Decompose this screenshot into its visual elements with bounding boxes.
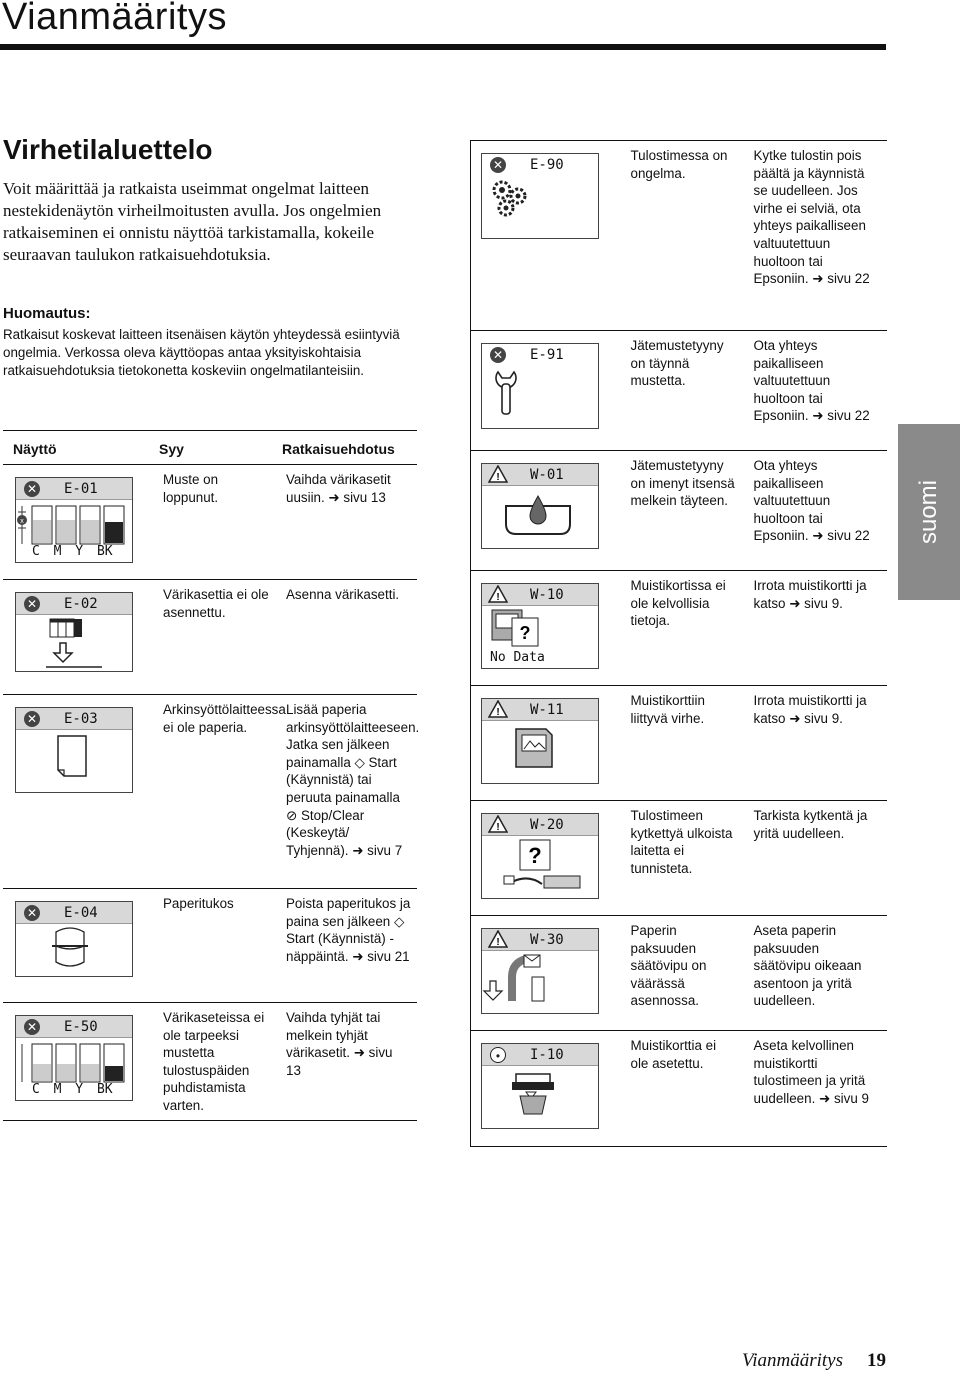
cause-cell: Jätemustetyyny on imenyt itsensä melkein täyteen. — [630, 458, 735, 509]
lcd-display — [15, 477, 133, 563]
page-footer — [742, 1350, 886, 1372]
lcd-display — [481, 153, 599, 239]
table-row — [471, 686, 887, 801]
svg-text:!: ! — [496, 937, 500, 948]
no-data-label: No Data — [490, 650, 545, 666]
error-icon: ✕ — [24, 1019, 40, 1035]
table-row — [471, 141, 887, 331]
svg-text:!: ! — [496, 592, 500, 603]
lcd-display — [481, 463, 599, 549]
solution-cell: Ota yhteys paikalliseen valtuutettuun huoltoon tai Epsoniin. ➜ sivu 22 — [753, 458, 870, 544]
svg-text:?: ? — [519, 623, 531, 643]
table-row — [471, 331, 887, 451]
solution-cell: Aseta paperin paksuuden säätövipu oikeaan asentoon ja yritä uudelleen. — [753, 923, 862, 1009]
error-table-left — [3, 430, 420, 1121]
cause-cell: Muistikorttiin liittyvä virhe. — [630, 693, 705, 726]
page-number: 19 — [867, 1350, 886, 1371]
warning-code: W-20 — [530, 817, 564, 833]
table-row — [471, 801, 887, 916]
svg-text:!: ! — [496, 472, 500, 483]
warning-code: W-30 — [530, 932, 564, 948]
table-header-row — [3, 431, 417, 465]
solution-cell: Irrota muistikortti ja katso ➜ sivu 9. — [753, 693, 867, 726]
header-cause: Syy — [159, 441, 184, 457]
device-unknown-icon — [482, 836, 598, 903]
error-icon: ✕ — [490, 157, 506, 173]
cause-cell: Jätemustetyyny on täynnä mustetta. — [630, 338, 724, 389]
cause-cell: Paperin paksuuden säätövipu on väärässä asennossa. — [630, 923, 707, 1009]
header-display: Näyttö — [13, 441, 57, 457]
table-row — [471, 571, 887, 686]
section-title: Virhetilaluettelo — [3, 134, 213, 165]
solution-cell: Tarkista kytkentä ja yritä uudelleen. — [753, 808, 868, 841]
memory-card-error-icon — [482, 721, 598, 788]
lcd-display — [481, 343, 599, 429]
paper-thickness-lever-icon — [482, 951, 598, 1018]
cause-cell: Muistikorttia ei ole asetettu. — [630, 1038, 717, 1071]
solution-cell: Aseta kelvollinen muistikortti tulostimeen ja yritä uudelleen. ➜ sivu 9 — [753, 1038, 869, 1106]
paper-out-icon — [16, 730, 132, 797]
svg-text:?: ? — [528, 843, 542, 868]
lcd-display — [15, 1015, 133, 1101]
warning-icon — [488, 700, 508, 718]
table-row — [3, 695, 417, 889]
lcd-display — [15, 592, 133, 672]
warning-code: W-10 — [530, 587, 564, 603]
solution-cell: Vaihda värikasetit uusiin. ➜ sivu 13 — [286, 472, 391, 505]
error-code: E-04 — [64, 905, 98, 921]
solution-cell: Asenna värikasetti. — [286, 587, 400, 602]
solution-cell: Vaihda tyhjät tai melkein tyhjät värikasetit. ➜ sivu 13 — [286, 1010, 393, 1078]
title-rule — [0, 44, 886, 50]
error-code: E-02 — [64, 596, 98, 612]
warning-icon — [488, 465, 508, 483]
footer-title: Vianmääritys — [742, 1350, 843, 1371]
info-code: I-10 — [530, 1047, 564, 1063]
header-solution: Ratkaisuehdotus — [282, 441, 395, 457]
lcd-display — [481, 583, 599, 669]
error-icon: ✕ — [24, 481, 40, 497]
error-icon: ✕ — [24, 596, 40, 612]
ink-pad-icon — [482, 486, 598, 553]
cause-cell: Värikasettia ei ole asennettu. — [163, 587, 269, 620]
page-title: Vianmääritys — [2, 0, 227, 38]
error-code: E-91 — [530, 347, 564, 363]
table-row — [471, 451, 887, 571]
error-table-right — [470, 140, 887, 1147]
table-row — [3, 889, 417, 1003]
insert-memory-card-icon — [482, 1066, 598, 1133]
solution-cell: Irrota muistikortti ja katso ➜ sivu 9. — [753, 578, 867, 611]
error-code: E-50 — [64, 1019, 98, 1035]
warning-code: W-11 — [530, 702, 564, 718]
wrench-icon — [482, 366, 598, 433]
svg-text:x: x — [20, 518, 24, 525]
table-row — [471, 916, 887, 1031]
lcd-display — [481, 698, 599, 784]
error-icon: ✕ — [24, 905, 40, 921]
warning-code: W-01 — [530, 467, 564, 483]
cause-cell: Paperitukos — [163, 896, 234, 911]
solution-cell: Kytke tulostin pois päältä ja käynnistä se uudelleen. Jos virhe ei selviä, ota yhteys paikalliseen valtuutettuun huoltoon tai Epsoniin. ➜ sivu 22 — [753, 148, 870, 287]
cartridge-not-installed-icon — [16, 615, 132, 676]
paper-jam-icon — [16, 924, 132, 981]
lcd-display — [481, 928, 599, 1014]
table-row — [3, 580, 417, 695]
cartridge-labels: C M Y BK — [32, 1082, 113, 1098]
lcd-display — [481, 813, 599, 899]
error-icon: ✕ — [490, 347, 506, 363]
intro-paragraph: Voit määrittää ja ratkaista useimmat ongelmat laitteen nestekidenäytön virheilmoitusten avulla. Jos ongelmien ratkaiseminen ei onnistu näyttöä tarkistamalla, kokeile seuraavan taulukon ratkaisuehdotuksia. — [3, 179, 382, 264]
svg-text:!: ! — [496, 707, 500, 718]
info-icon: • — [490, 1047, 506, 1063]
solution-cell: Lisää paperia arkinsyöttölaitteeseen. Jatka sen jälkeen painamalla ◇ Start (Käynnistä) tai peruuta painamalla ⊘ Stop/Clear (Keskeytä/ Tyhjennä). ➜ sivu 7 — [286, 702, 420, 858]
cause-cell: Muistikortissa ei ole kelvollisia tietoja. — [630, 578, 726, 629]
gears-icon — [482, 176, 598, 243]
cause-cell: Muste on loppunut. — [163, 472, 219, 505]
note-heading: Huomautus: — [3, 305, 91, 322]
note-text: Ratkaisut koskevat laitteen itsenäisen käytön yhteydessä esiintyviä ongelmia. Verkossa oleva käyttöopas antaa yksityiskohtaisia ratkaisuehdotuksia tietokonetta koskeviin ongelmatilanteisiin. — [3, 327, 400, 378]
svg-text:!: ! — [496, 822, 500, 833]
table-row — [3, 1003, 417, 1121]
warning-icon — [488, 585, 508, 603]
solution-cell: Ota yhteys paikalliseen valtuutettuun huoltoon tai Epsoniin. ➜ sivu 22 — [753, 338, 870, 424]
error-icon: ✕ — [24, 711, 40, 727]
cause-cell: Arkinsyöttölaitteessa ei ole paperia. — [163, 702, 286, 735]
table-row — [3, 465, 417, 580]
lcd-display — [15, 901, 133, 977]
error-code: E-90 — [530, 157, 564, 173]
warning-icon — [488, 815, 508, 833]
cause-cell: Tulostimeen kytkettyä ulkoista laitetta ei tunnisteta. — [630, 808, 733, 876]
language-tab — [898, 424, 960, 600]
solution-cell: Poista paperitukos ja paina sen jälkeen ◇ Start (Käynnistä) -näppäintä. ➜ sivu 21 — [286, 896, 411, 964]
cause-cell: Värikaseteissa ei ole tarpeeksi mustetta tulostuspäiden puhdistamista varten. — [163, 1010, 265, 1113]
language-tab-label: suomi — [915, 479, 942, 545]
cartridge-labels: C M Y BK — [32, 544, 113, 560]
error-code: E-01 — [64, 481, 98, 497]
table-row — [471, 1031, 887, 1147]
lcd-display — [481, 1043, 599, 1129]
lcd-display — [15, 707, 133, 793]
cause-cell: Tulostimessa on ongelma. — [630, 148, 728, 181]
error-code: E-03 — [64, 711, 98, 727]
warning-icon — [488, 930, 508, 948]
